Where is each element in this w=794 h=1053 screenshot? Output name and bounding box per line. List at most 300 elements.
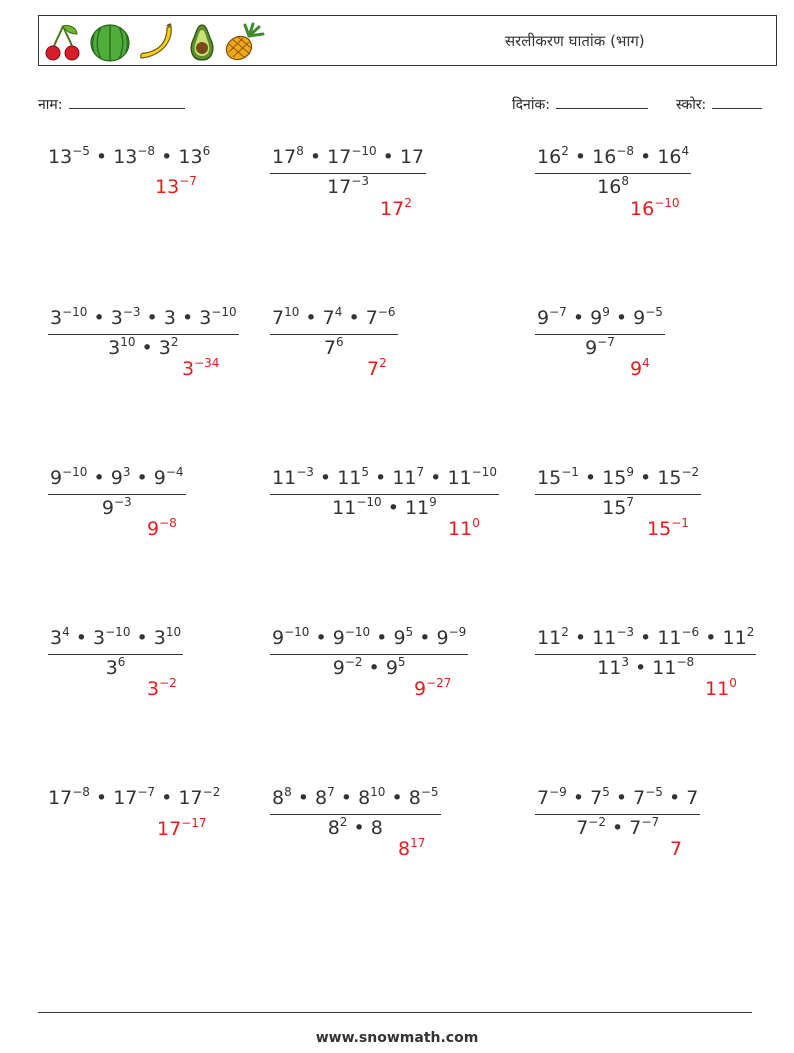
base: 16	[597, 176, 622, 198]
base: 11	[447, 467, 472, 489]
exponent: −3	[113, 495, 132, 509]
power-term	[154, 467, 184, 489]
power-term	[50, 307, 87, 329]
multiply-dot: •	[568, 146, 593, 168]
base: 17	[48, 787, 73, 809]
exponent: 6	[202, 144, 211, 158]
base: 16	[592, 146, 617, 168]
power-term	[647, 518, 689, 540]
base: 8	[358, 787, 371, 809]
exponent: −2	[159, 676, 177, 690]
power-term	[332, 497, 382, 519]
power-term	[597, 657, 629, 679]
exponent: −10	[471, 465, 497, 479]
base: 7	[323, 337, 336, 359]
banana-icon	[137, 22, 177, 62]
power-term	[48, 787, 90, 809]
exponent: −8	[72, 785, 90, 799]
exponent: −3	[616, 625, 635, 639]
base: 16	[537, 146, 562, 168]
exponent: 5	[405, 625, 414, 639]
power-term	[333, 627, 370, 649]
multiply-dot: •	[369, 467, 393, 489]
base: 15	[537, 467, 562, 489]
base: 17	[178, 787, 203, 809]
exponent: −10	[105, 625, 131, 639]
power-term	[409, 787, 439, 809]
power-term	[652, 657, 694, 679]
power-term	[657, 467, 699, 489]
power-term	[592, 627, 634, 649]
multiply-dot: •	[130, 467, 154, 489]
power-term	[633, 307, 663, 329]
exponent: −8	[137, 144, 156, 158]
base: 8	[327, 817, 340, 839]
power-term	[657, 146, 689, 168]
base: 13	[48, 146, 73, 168]
numerator	[270, 466, 499, 495]
multiply-dot: •	[634, 146, 658, 168]
multiply-dot: •	[130, 627, 154, 649]
power-term	[106, 657, 126, 679]
answer	[367, 358, 387, 380]
exponent-problem	[48, 145, 210, 171]
exponent-problem	[535, 466, 701, 522]
worksheet-header	[38, 15, 777, 66]
power-term	[386, 657, 406, 679]
fraction	[270, 786, 441, 842]
power-term	[398, 838, 425, 860]
multiply-dot: •	[609, 307, 634, 329]
fraction	[270, 626, 468, 682]
fraction	[48, 626, 183, 682]
cherry-icon	[43, 22, 83, 62]
exponent: 2	[561, 625, 569, 639]
base: 3	[108, 337, 121, 359]
multiply-dot: •	[634, 467, 658, 489]
exponent: −7	[597, 335, 615, 349]
power-term	[392, 467, 424, 489]
numerator	[270, 145, 426, 174]
exponent: 4	[62, 625, 70, 639]
base: 13	[113, 146, 138, 168]
answer	[147, 518, 177, 540]
exponent: 2	[404, 196, 412, 210]
multiply-dot: •	[334, 787, 359, 809]
power-term	[657, 627, 699, 649]
base: 9	[50, 467, 63, 489]
exponent: 2	[170, 335, 179, 349]
base: 11	[657, 627, 682, 649]
base: 11	[652, 657, 677, 679]
footer-divider	[38, 1012, 752, 1013]
numerator	[535, 306, 665, 335]
base: 8	[398, 838, 411, 860]
numerator	[270, 786, 441, 815]
fraction	[48, 306, 239, 362]
base: 9	[633, 307, 646, 329]
base: 3	[105, 657, 118, 679]
base: 13	[155, 176, 180, 198]
base: 7	[590, 787, 603, 809]
power-term	[327, 176, 369, 198]
exponent-problem	[48, 786, 220, 812]
power-term	[592, 146, 634, 168]
multiply-dot: •	[413, 627, 437, 649]
power-term	[155, 176, 197, 198]
exponent: −34	[194, 356, 220, 370]
base: 8	[315, 787, 328, 809]
avocado-icon	[187, 22, 217, 62]
base: 11	[332, 497, 357, 519]
exponent: −8	[159, 516, 177, 530]
fraction	[535, 786, 700, 842]
exponent: 7	[327, 785, 335, 799]
multiply-dot: •	[155, 787, 179, 809]
answer	[380, 198, 412, 220]
power-term	[537, 787, 567, 809]
multiply-dot: •	[662, 787, 687, 809]
multiply-dot: •	[69, 627, 94, 649]
power-term	[380, 198, 412, 220]
exponent: −5	[420, 785, 439, 799]
name-field	[38, 94, 185, 114]
base: 11	[337, 467, 362, 489]
power-term	[315, 787, 335, 809]
exponent: 10	[370, 785, 386, 799]
base: 17	[399, 146, 425, 168]
base: 16	[630, 198, 655, 220]
exponent: 6	[117, 655, 126, 669]
multiply-dot: •	[376, 146, 400, 168]
date-blank[interactable]	[556, 94, 648, 109]
power-term	[590, 787, 610, 809]
power-term	[585, 337, 615, 359]
power-term	[147, 518, 177, 540]
power-term	[113, 787, 155, 809]
base: 3	[158, 337, 171, 359]
exponent: −5	[645, 785, 663, 799]
base: 9	[590, 307, 603, 329]
power-term	[102, 497, 132, 519]
exponent: −6	[377, 305, 396, 319]
power-term	[629, 817, 659, 839]
multiply-dot: •	[566, 787, 591, 809]
power-term	[602, 467, 634, 489]
multiply-dot: •	[175, 307, 200, 329]
power-term	[48, 146, 90, 168]
exponent: 8	[621, 174, 629, 188]
expression	[48, 787, 220, 809]
exponent: −10	[654, 196, 680, 210]
base: 11	[392, 467, 417, 489]
base: 7	[537, 787, 550, 809]
base: 11	[448, 518, 473, 540]
power-term	[93, 627, 130, 649]
multiply-dot: •	[89, 146, 114, 168]
exponent: −2	[202, 785, 221, 799]
multiply-dot: •	[370, 627, 394, 649]
base: 9	[332, 627, 345, 649]
base: 8	[408, 787, 421, 809]
exponent: 0	[729, 676, 737, 690]
answer	[630, 358, 650, 380]
exponent: −7	[179, 174, 197, 188]
power-term	[147, 678, 177, 700]
exponent: −9	[448, 625, 467, 639]
power-term	[723, 627, 755, 649]
power-term	[367, 358, 387, 380]
power-term	[400, 146, 424, 168]
base: 9	[414, 678, 427, 700]
numerator	[270, 626, 468, 655]
multiply-dot: •	[299, 307, 323, 329]
multiply-dot: •	[385, 787, 409, 809]
base: 7	[670, 838, 683, 860]
exponent: 9	[602, 305, 610, 319]
base: 17	[380, 198, 405, 220]
power-term	[272, 146, 304, 168]
numerator	[48, 306, 239, 335]
multiply-dot: •	[87, 467, 111, 489]
base: 9	[385, 657, 398, 679]
base: 9	[585, 337, 598, 359]
power-term	[182, 358, 219, 380]
exponent-problem	[270, 626, 468, 682]
date-label: दिनांक:	[512, 97, 550, 113]
numerator	[270, 306, 398, 335]
base: 9	[110, 467, 123, 489]
base: 15	[602, 497, 627, 519]
exponent: −2	[344, 655, 363, 669]
power-term	[705, 678, 737, 700]
power-term	[324, 337, 344, 359]
page-title: सरलीकरण घातांक (भाग)	[505, 32, 645, 50]
exponent-problem	[48, 626, 183, 682]
exponent: 5	[602, 785, 610, 799]
fraction	[535, 306, 665, 362]
power-term	[393, 627, 413, 649]
exponent-problem	[535, 786, 700, 842]
exponent-problem	[48, 466, 186, 522]
score-blank[interactable]	[712, 94, 762, 109]
numerator	[535, 626, 756, 655]
base: 11	[272, 467, 297, 489]
power-term	[590, 307, 610, 329]
numerator	[535, 466, 701, 495]
base: 11	[705, 678, 730, 700]
multiply-dot: •	[342, 307, 366, 329]
name-label: नाम:	[38, 97, 63, 113]
power-term	[670, 838, 682, 860]
fraction	[48, 466, 186, 522]
power-term	[327, 146, 377, 168]
fraction	[270, 145, 426, 201]
exponent: 0	[472, 516, 480, 530]
base: 17	[157, 818, 182, 840]
power-term	[111, 307, 141, 329]
multiply-dot: •	[87, 307, 111, 329]
multiply-dot: •	[381, 497, 405, 519]
multiply-dot: •	[628, 657, 653, 679]
power-term	[111, 467, 131, 489]
exponent: 10	[284, 305, 300, 319]
exponent: 2	[746, 625, 755, 639]
exponent: −6	[681, 625, 700, 639]
answer	[448, 518, 480, 540]
base: 9	[147, 518, 160, 540]
multiply-dot: •	[566, 307, 591, 329]
answer	[157, 818, 207, 840]
denominator	[270, 174, 426, 201]
exponent: 2	[561, 144, 569, 158]
exponent: −10	[211, 305, 237, 319]
multiply-dot: •	[606, 817, 630, 839]
exponent: −27	[426, 676, 452, 690]
base: 7	[322, 307, 335, 329]
base: 17	[272, 146, 297, 168]
base: 3	[50, 627, 63, 649]
base: 8	[370, 817, 383, 839]
exponent: −5	[72, 144, 90, 158]
fraction	[270, 466, 499, 522]
numerator	[48, 466, 186, 495]
exponent: 3	[621, 655, 629, 669]
power-term	[272, 787, 292, 809]
base: 11	[537, 627, 562, 649]
exponent-problem	[535, 306, 665, 362]
score-label: स्कोर:	[676, 97, 707, 113]
multiply-dot: •	[140, 307, 164, 329]
expression	[48, 146, 210, 168]
power-term	[414, 678, 451, 700]
base: 9	[537, 307, 550, 329]
multiply-dot: •	[303, 146, 328, 168]
exponent: 5	[397, 655, 406, 669]
multiply-dot: •	[135, 337, 159, 359]
base: 9	[153, 467, 166, 489]
exponent: 5	[361, 465, 370, 479]
answer	[182, 358, 219, 380]
power-term	[159, 337, 179, 359]
power-term	[199, 307, 236, 329]
numerator	[535, 786, 700, 815]
watermelon-icon	[89, 22, 131, 62]
base: 15	[657, 467, 682, 489]
power-term	[272, 467, 314, 489]
base: 9	[101, 497, 114, 519]
exponent: −7	[137, 785, 156, 799]
exponent-problem	[270, 145, 426, 201]
score-field	[676, 94, 762, 114]
base: 3	[93, 627, 106, 649]
base: 7	[367, 358, 380, 380]
exponent: 2	[379, 356, 387, 370]
exponent: 8	[296, 144, 304, 158]
base: 7	[365, 307, 378, 329]
exponent: −10	[62, 465, 88, 479]
power-term	[537, 467, 579, 489]
numerator	[535, 145, 691, 174]
base: 15	[602, 467, 627, 489]
exponent: −10	[62, 305, 88, 319]
fraction	[270, 306, 398, 362]
power-term	[366, 307, 396, 329]
multiply-dot: •	[89, 787, 114, 809]
multiply-dot: •	[309, 627, 333, 649]
power-term	[333, 657, 363, 679]
multiply-dot: •	[568, 627, 593, 649]
power-term	[602, 497, 634, 519]
base: 13	[178, 146, 203, 168]
answer	[414, 678, 451, 700]
exponent: −10	[344, 625, 371, 639]
power-term	[537, 146, 569, 168]
multiply-dot: •	[313, 467, 338, 489]
exponent: −7	[549, 305, 567, 319]
base: 17	[327, 176, 352, 198]
base: 3	[110, 307, 123, 329]
power-term	[272, 307, 299, 329]
base: 3	[182, 358, 195, 380]
numerator	[48, 626, 183, 655]
exponent: −4	[165, 465, 184, 479]
name-blank[interactable]	[69, 94, 185, 109]
base: 3	[50, 307, 63, 329]
power-term	[436, 627, 466, 649]
answer	[155, 176, 197, 198]
multiply-dot: •	[634, 627, 658, 649]
fraction	[535, 626, 756, 682]
answer	[647, 518, 689, 540]
base: 17	[327, 146, 352, 168]
base: 3	[199, 307, 212, 329]
exponent: 7	[416, 465, 425, 479]
answer	[630, 198, 680, 220]
exponent: −9	[549, 785, 567, 799]
base: 11	[592, 627, 617, 649]
base: 11	[597, 657, 622, 679]
exponent: −2	[681, 465, 700, 479]
exponent: −8	[616, 144, 635, 158]
base: 7	[633, 787, 646, 809]
fraction	[535, 466, 701, 522]
power-term	[686, 787, 698, 809]
exponent: −10	[351, 144, 377, 158]
power-term	[113, 146, 155, 168]
fraction	[535, 145, 691, 201]
answer	[398, 838, 425, 860]
power-term	[405, 497, 437, 519]
exponent: −7	[641, 815, 660, 829]
power-term	[630, 198, 680, 220]
base: 9	[436, 627, 449, 649]
power-term	[337, 467, 369, 489]
exponent-problem	[535, 626, 756, 682]
base: 9	[630, 358, 643, 380]
power-term	[576, 817, 606, 839]
base: 7	[272, 307, 285, 329]
power-term	[50, 627, 70, 649]
power-term	[50, 467, 87, 489]
base: 9	[272, 627, 285, 649]
base: 17	[113, 787, 138, 809]
exponent-problem	[535, 145, 691, 201]
power-term	[272, 627, 309, 649]
base: 16	[657, 146, 682, 168]
exponent-problem	[48, 306, 239, 362]
exponent: −10	[356, 495, 382, 509]
